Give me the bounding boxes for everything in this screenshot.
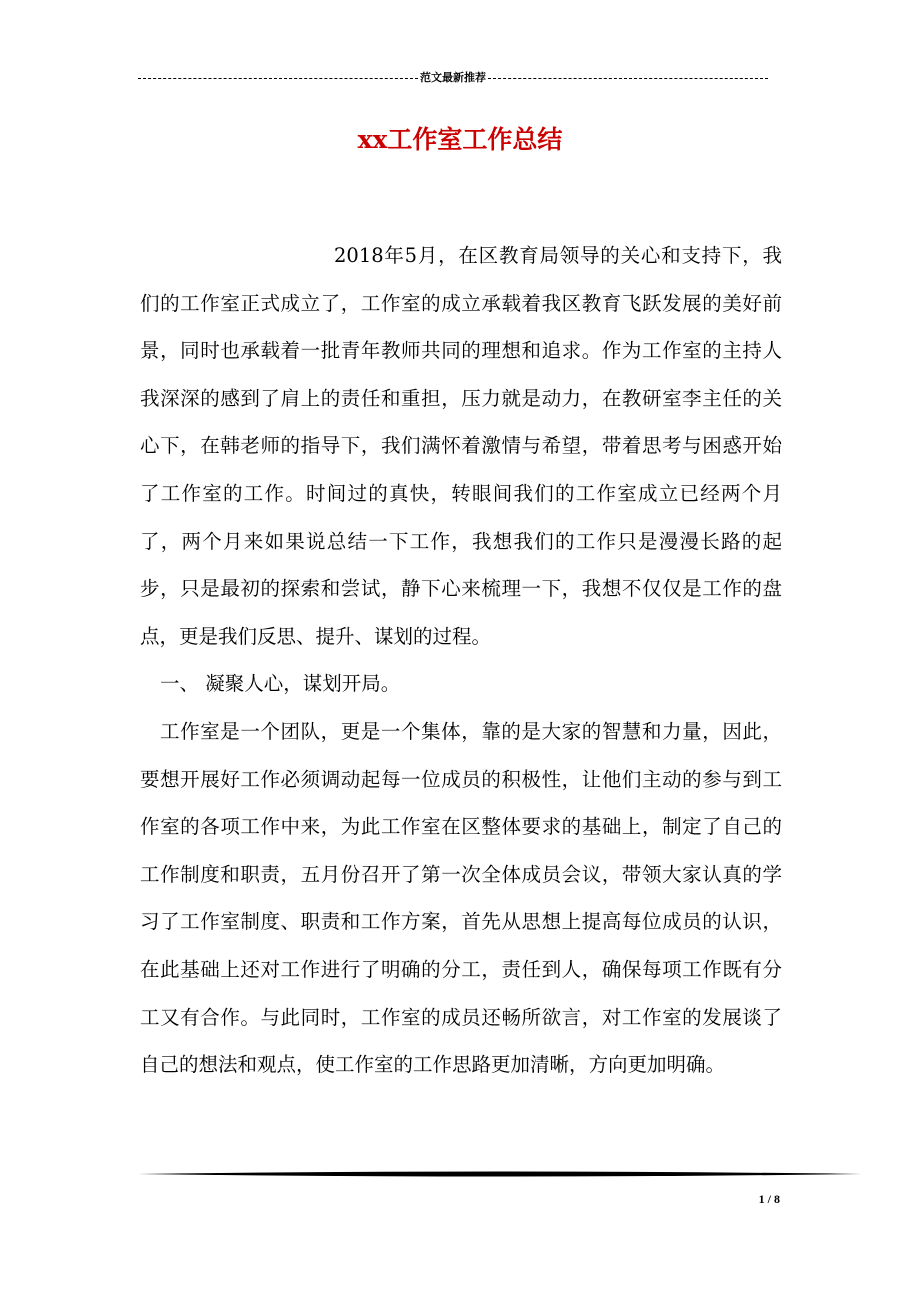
section-heading: 一、 凝聚人心，谋划开局。 <box>160 672 401 696</box>
document-body <box>140 232 782 1089</box>
document-title: xx工作室工作总结 <box>357 125 563 154</box>
section-paragraph: 工作室是一个团队，更是一个集体，靠的是大家的智慧和力量，因此，要想开展好工作必须调动起每一位成员的积极性，让他们主动的参与到工作室的各项工作中来，为此工作室在区整体要求的基础上，制定了自己的工作制度和职责，五月份召开了第一次全体成员会议，带领大家认真的学习了工作室制度、职责和工作方案，首先从思想上提高每位成员的认识，在此基础上还对工作进行了明确的分工，责任到人，确保每项工作既有分工又有合作。与此同时，工作室的成员还畅所欲言，对工作室的发展谈了自己的想法和观点，使工作室的工作思路更加清晰，方向更加明确。 <box>140 719 782 1077</box>
intro-paragraph: 2018年5月，在区教育局领导的关心和支持下，我们的工作室正式成立了，工作室的成立承载着我区教育飞跃发展的美好前景，同时也承载着一批青年教师共同的理想和追求。作为工作室的主持人我深深的感到了肩上的责任和重担，压力就是动力，在教研室李主任的关心下，在韩老师的指导下，我们满怀着激情与希望，带着思考与困惑开始了工作室的工作。时间过的真快，转眼间我们的工作室成立已经两个月了，两个月来如果说总结一下工作，我想我们的工作只是漫漫长路的起步，只是最初的探索和尝试，静下心来梳理一下，我想不仅仅是工作的盘点，更是我们反思、提升、谋划的过程。 <box>140 244 782 648</box>
header-dash-left <box>138 78 418 79</box>
page-header <box>138 68 768 88</box>
header-dash-right <box>488 78 768 79</box>
page-number: 1 / 8 <box>758 1192 780 1206</box>
header-label: 范文最新推荐 <box>420 71 486 84</box>
footer-rule <box>138 1170 862 1178</box>
